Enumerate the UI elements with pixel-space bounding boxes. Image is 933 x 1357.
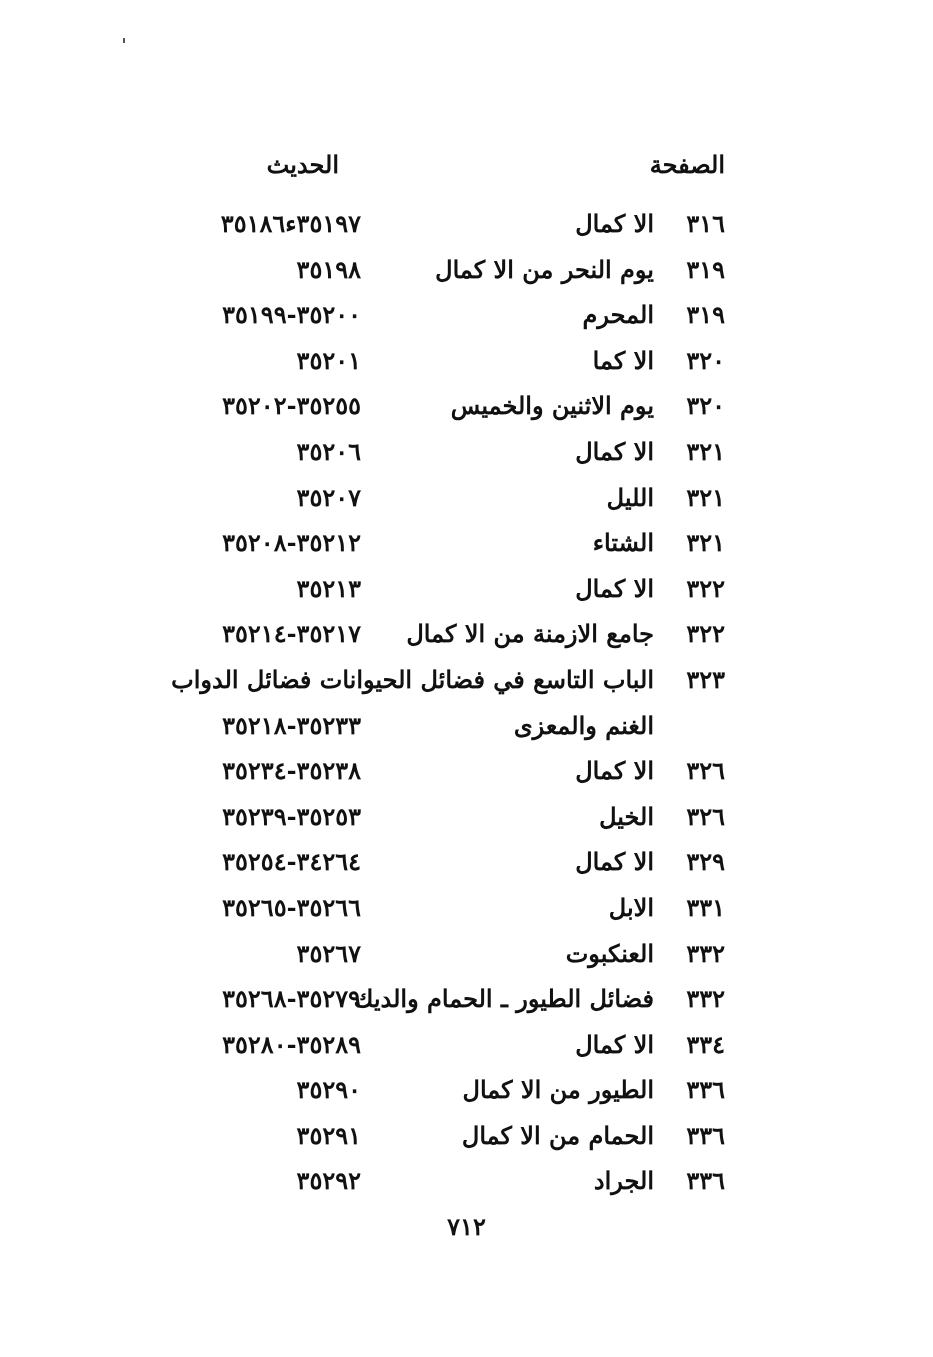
row-page-number: ٣٢١ <box>686 482 725 512</box>
row-title: العنكبوت <box>565 938 654 968</box>
row-title: الابل <box>608 892 654 922</box>
index-row <box>0 660 933 706</box>
row-title: الشتاء <box>592 528 654 558</box>
index-row <box>0 751 933 797</box>
row-hadith-range: ٣٤٢٦٤-٣٥٢٥٤ <box>222 847 361 877</box>
index-row <box>0 1116 933 1162</box>
row-hadith-range: ٣٥٢٠٦ <box>296 436 361 466</box>
row-page-number: ٣٣٦ <box>686 1120 725 1150</box>
index-row <box>0 341 933 387</box>
row-page-number: ٣١٩ <box>686 254 725 284</box>
index-row <box>0 478 933 524</box>
row-title: الا كمال <box>575 436 654 466</box>
row-hadith-range: ٣٥٢٧٩-٣٥٢٦٨ <box>222 984 361 1014</box>
row-title: الا كمال <box>575 209 654 238</box>
index-row <box>0 432 933 478</box>
row-title: الحمام من الا كمال <box>461 1120 654 1150</box>
row-page-number: ٣٢٦ <box>686 801 725 831</box>
row-title: الا كمال <box>575 847 654 877</box>
row-title: يوم النحر من الا كمال <box>435 254 654 284</box>
row-page-number: ٣٣٦ <box>686 1075 725 1105</box>
row-page-number: ٣٣٦ <box>686 1166 725 1196</box>
row-hadith-range: ٣٥٢٠٠-٣٥١٩٩ <box>222 300 361 330</box>
row-hadith-range: ٣٥٢١٣ <box>296 573 361 603</box>
row-page-number: ٣٣٢ <box>686 938 725 968</box>
row-title: فضائل الطيور ـ الحمام والديك <box>353 984 654 1014</box>
index-row <box>0 295 933 341</box>
row-title: الطيور من الا كمال <box>462 1075 654 1105</box>
row-page-number: ٣٢٠ <box>686 345 725 375</box>
index-row <box>0 523 933 569</box>
index-row <box>0 204 933 250</box>
row-hadith-range: ٣٥٢٦٦-٣٥٢٦٥ <box>222 892 361 922</box>
row-hadith-range: ٣٥٢٣٣-٣٥٢١٨ <box>222 710 361 740</box>
row-hadith-range: ٣٥٢٣٨-٣٥٢٣٤ <box>222 756 361 786</box>
row-hadith-range: ٣٥٢٥٥-٣٥٢٠٢ <box>222 391 361 421</box>
index-row <box>0 1161 933 1207</box>
row-page-number: ٣٢٣ <box>686 664 725 694</box>
index-row <box>0 250 933 296</box>
row-hadith-range: ٣٥٢١٧-٣٥٢١٤ <box>222 619 361 649</box>
row-hadith-range: ٣٥٢٩٢ <box>296 1166 361 1196</box>
row-hadith-range: ٣٥٢١٢-٣٥٢٠٨ <box>222 528 361 558</box>
row-title: المحرم <box>582 300 654 330</box>
hadith-column-header: الحديث <box>266 150 339 179</box>
row-hadith-range: ٣٥٢٠٧ <box>296 482 361 512</box>
index-table <box>0 204 933 1207</box>
row-title: الجراد <box>593 1166 654 1196</box>
row-page-number: ٣٢٠ <box>686 391 725 421</box>
scan-speck <box>123 38 125 43</box>
index-row <box>0 614 933 660</box>
index-row <box>0 1070 933 1116</box>
row-hadith-range: ٣٥٢٦٧ <box>296 938 361 968</box>
index-row <box>0 934 933 980</box>
row-title: الا كمال <box>575 573 654 603</box>
row-hadith-range: ٣٥٢٥٣-٣٥٢٣٩ <box>222 801 361 831</box>
row-page-number: ٣١٦ <box>686 209 725 238</box>
row-title: الا كما <box>592 345 654 375</box>
row-page-number: ٣٢٢ <box>686 619 725 649</box>
row-title: الخيل <box>599 801 654 831</box>
row-hadith-range: ٣٥٢٠١ <box>296 345 361 375</box>
row-page-number: ٣٣٢ <box>686 984 725 1014</box>
index-row <box>0 842 933 888</box>
row-page-number: ٣١٩ <box>686 300 725 330</box>
row-page-number: ٣٢٢ <box>686 573 725 603</box>
row-title: الا كمال <box>575 1029 654 1059</box>
row-page-number: ٣٣٤ <box>686 1029 725 1059</box>
row-title: الليل <box>606 482 654 512</box>
index-row <box>0 706 933 752</box>
index-row <box>0 797 933 843</box>
page-column-header: الصفحة <box>649 150 725 179</box>
row-hadith-range: ٣٥٢٩٠ <box>296 1075 361 1105</box>
page-number: ٧١٢ <box>447 1212 486 1241</box>
row-page-number: ٣٣١ <box>686 892 725 922</box>
row-page-number: ٣٢١ <box>686 436 725 466</box>
row-hadith-range: ٣٥١٩٧ء٣٥١٨٦ <box>220 209 361 238</box>
row-title: يوم الاثنين والخميس <box>450 391 654 421</box>
row-title: الباب التاسع في فضائل الحيوانات فضائل الدواب <box>171 664 654 694</box>
index-row <box>0 888 933 934</box>
index-row <box>0 569 933 615</box>
row-hadith-range: ٣٥١٩٨ <box>296 254 361 284</box>
row-title: جامع الازمنة من الا كمال <box>406 619 654 649</box>
row-page-number: ٣٢٦ <box>686 756 725 786</box>
row-hadith-range: ٣٥٢٨٩-٣٥٢٨٠ <box>222 1029 361 1059</box>
row-title: الغنم والمعزى <box>513 710 654 740</box>
row-title: الا كمال <box>575 756 654 786</box>
index-row <box>0 1025 933 1071</box>
index-row <box>0 386 933 432</box>
row-page-number: ٣٢١ <box>686 528 725 558</box>
row-hadith-range: ٣٥٢٩١ <box>296 1120 361 1150</box>
index-row <box>0 979 933 1025</box>
row-page-number: ٣٢٩ <box>686 847 725 877</box>
